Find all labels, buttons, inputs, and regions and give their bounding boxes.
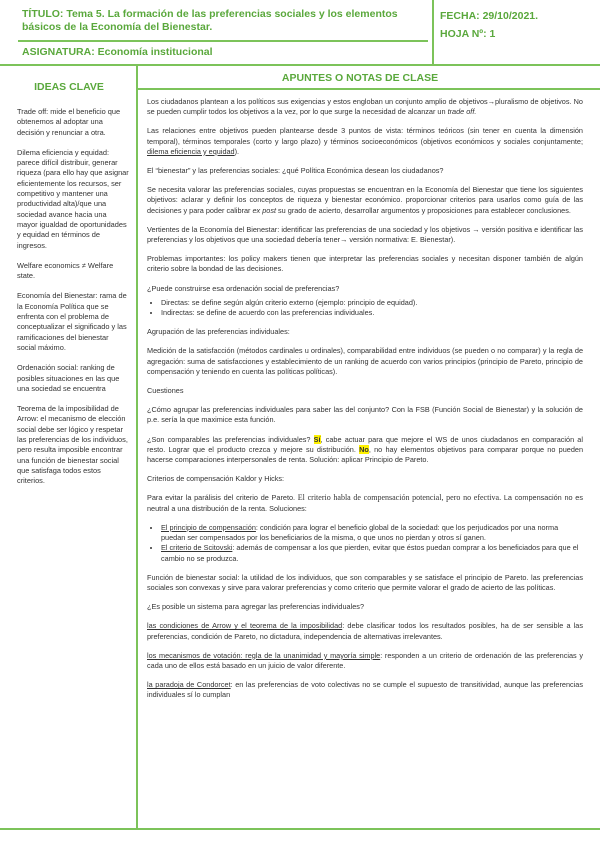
header [0,0,600,60]
key-idea: Dilema eficiencia y equidad: parece difícil distribuir, generar riqueza (para ello hay que asignar eficientemente los recursos, ser competitivo y mantener una productividad alta)/que una sociedad avance hacia una mayor igualdad de oportunidades y equidad en términos de ingresos. [17,147,129,250]
paragraph [147,97,583,117]
key-idea: Ordenación social: ranking de posibles situaciones en las que una sociedad se encuentra [17,363,120,393]
paragraph: Función de bienestar social: la utilidad de los individuos, que son comparables y se satisface el principio de Pareto. las preferencias sociales son convexas y sirve para valorar preferencias y como criterio que permite valorar el grado de acierto de las políticas. [147,572,583,592]
key-ideas-column [17,107,129,497]
paragraph: ¿Es posible un sistema para agregar las preferencias individuales? [147,602,364,612]
divider [136,88,600,90]
key-ideas-heading: IDEAS CLAVE [34,81,104,93]
bullet-list [147,298,583,318]
text: , cabe actuar para que mejore el WS de unos ciudadanos en comparación al resto. Lograr que el producto crezca y mejore su distribución. [147,434,583,454]
highlight: Sí [313,434,321,444]
text: : debe clasificar todos los resultados posibles, ha de ser sensible a las preferencias, condición de Pareto, no dictadura, independencia de alternativas irrelevantes. [147,621,584,641]
paragraph [147,680,583,700]
paragraph [147,185,583,216]
key-idea: Teorema de la imposibilidad de Arrow: el mecanismo de elección social debe ser lógico y respetar las preferencias de los individuos, pero resulta imposible encontrar una función de bienestar social que satisfaga todos estos criterios. [17,404,128,486]
highlight: No [359,444,369,454]
paragraph: ¿Puede construirse esa ordenación social de preferencias? [147,283,340,293]
list-item: • Directas: se define según algún criterio externo (ejemplo: principio de equidad). [161,298,583,308]
paragraph [147,493,583,513]
title-line-1: TÍTULO: Tema 5. La formación de las preferencias sociales y los elementos [22,8,398,20]
bullet-list [147,523,583,564]
divider [432,0,434,64]
text: El criterio habla de compensación potencial, pero no efectiva. [297,493,502,503]
text: ¿Son comparables las preferencias individuales? [147,434,314,444]
text: , no hay elementos objetivos para comparar porque no pueden hacerse comparaciones interpersonales de renta. Solución: aplicar Principio de Pareto. [147,444,584,465]
paragraph [147,651,583,671]
key-idea: Welfare economics ≠ Welfare state. [17,260,114,281]
term: El principio de compensación [161,522,256,532]
divider [0,828,600,830]
term: las condiciones de Arrow y el teorema de la imposibilidad [147,621,343,631]
text: ex post [252,205,276,215]
paragraph: Problemas importantes: los policy makers tienen que interpretar las preferencias sociales y necesitan disponer también de algún criterio sobre la bondad de las decisiones. [147,254,583,274]
list-item [161,543,583,563]
text: Para evitar la parálisis del criterio de Pareto. [147,493,298,503]
title-line-2: básicos de la Economía del Bienestar. [22,21,213,33]
divider [0,64,600,66]
text: Se necesita valorar las preferencias sociales, cuyas propuestas se encuentran en la Economía del Bienestar que tiene los siguientes objetivos: aclarar y definir los conceptos de riqueza y bienestar económico. proporcionar criterios para usarlos como guía de las decisiones y para poder calibrar [147,185,583,215]
list-item [161,523,583,543]
page-number: HOJA Nº: 1 [440,28,496,40]
key-idea: Trade off: mide el beneficio que obtenemos al adoptar una decisión y renunciar a otra. [17,107,121,137]
paragraph [147,126,583,157]
paragraph: Cuestiones [147,386,184,396]
column-divider [136,64,138,828]
paragraph: Agrupación de las preferencias individuales: [147,327,290,337]
date: FECHA: 29/10/2021. [440,10,539,22]
paragraph [147,435,583,466]
key-idea: Economía del Bienestar: rama de la Economía Política que se enfrenta con el problema de conceptualizar el significado y las ramificaciones del bienestar social máximo. [17,291,127,352]
document-title [22,8,422,34]
text: : condición para lograr el beneficio global de la sociedad: que los perjudicados por una norma puedan ser compensados por los beneficiarios de la misma, o que unos no pierdan y otros sí ganen. [161,522,559,543]
text: trade off. [447,107,477,117]
paragraph: ¿Cómo agrupar las preferencias individuales para saber las del conjunto? Con la FSB (Función Social de Bienestar) y la solución de p.e. sería la que maximice esta función. [147,405,583,425]
paragraph: Medición de la satisfacción (métodos cardinales u ordinales), comparabilidad entre individuos (se pueden o no comparar) y la regla de agregación: suma de satisfacciones y establecimiento de un ranking de acuerdo con varios principios (principio de Pareto, principio de compensación y teniendo en cuenta las políticas políticas). [147,346,583,376]
paragraph [147,621,583,641]
text: Las relaciones entre objetivos pueden plantearse desde 3 puntos de vista: términos teóricos (sin tener en cuenta la dimensión temporal), términos temporales (corto y largo plazo) y términos socioeconómicos (objetivos económicos y sociales conjuntamente; [147,126,583,146]
divider [18,40,428,42]
paragraph: Vertientes de la Economía del Bienestar: identificar las preferencias de una sociedad y los objetivos → versión positiva e identificar las preferencias y los objetivos que una sociedad debería tener→ versión normativa: E. Bienestar). [147,224,583,245]
text: : además de compensar a los que pierden, evitar que éstos puedan comprar a los beneficiados para que el cambio no se produzca. [161,543,579,563]
text: Los ciudadanos plantean a los políticos sus exigencias y estos engloban un conjunto amplio de objetivos→pluralismo de objetivos. No se pueden cumplir todos los objetivos a la vez, por lo que surge la necesidad de alcanzar un [147,97,583,117]
list-item: • Indirectas: se define de acuerdo con las preferencias individuales. [161,308,583,318]
text: : en las preferencias de voto colectivas no se cumple el supuesto de transitividad, aunque las preferencias individuales sí lo cumplan [147,680,583,700]
subject: ASIGNATURA: Economía institucional [22,46,213,58]
text: su grado de acierto, desarrollar argumentos y proposiciones para establecer conclusiones. [276,205,571,215]
notes-column [147,97,583,710]
term: la paradoja de Condorcet [147,680,231,690]
text: ). [234,146,240,156]
term: El criterio de Scitovski [161,543,233,553]
paragraph: El “bienestar” y las preferencias sociales: ¿qué Política Económica desean los ciudadanos? [147,166,444,176]
text: : responden a un criterio de ordenación de las preferencias y cada uno de ellos está basado en un juicio de valor diferente. [147,650,583,670]
paragraph: Criterios de compensación Kaldor y Hicks: [147,474,285,484]
notes-heading: APUNTES O NOTAS DE CLASE [281,72,439,84]
term: los mecanismos de votación: regla de la unanimidad y mayoría simple [147,650,381,660]
text: La compensación no es neutral a una distribución de la renta. Soluciones: [147,493,583,513]
text: dilema eficiencia y equidad [147,146,235,156]
